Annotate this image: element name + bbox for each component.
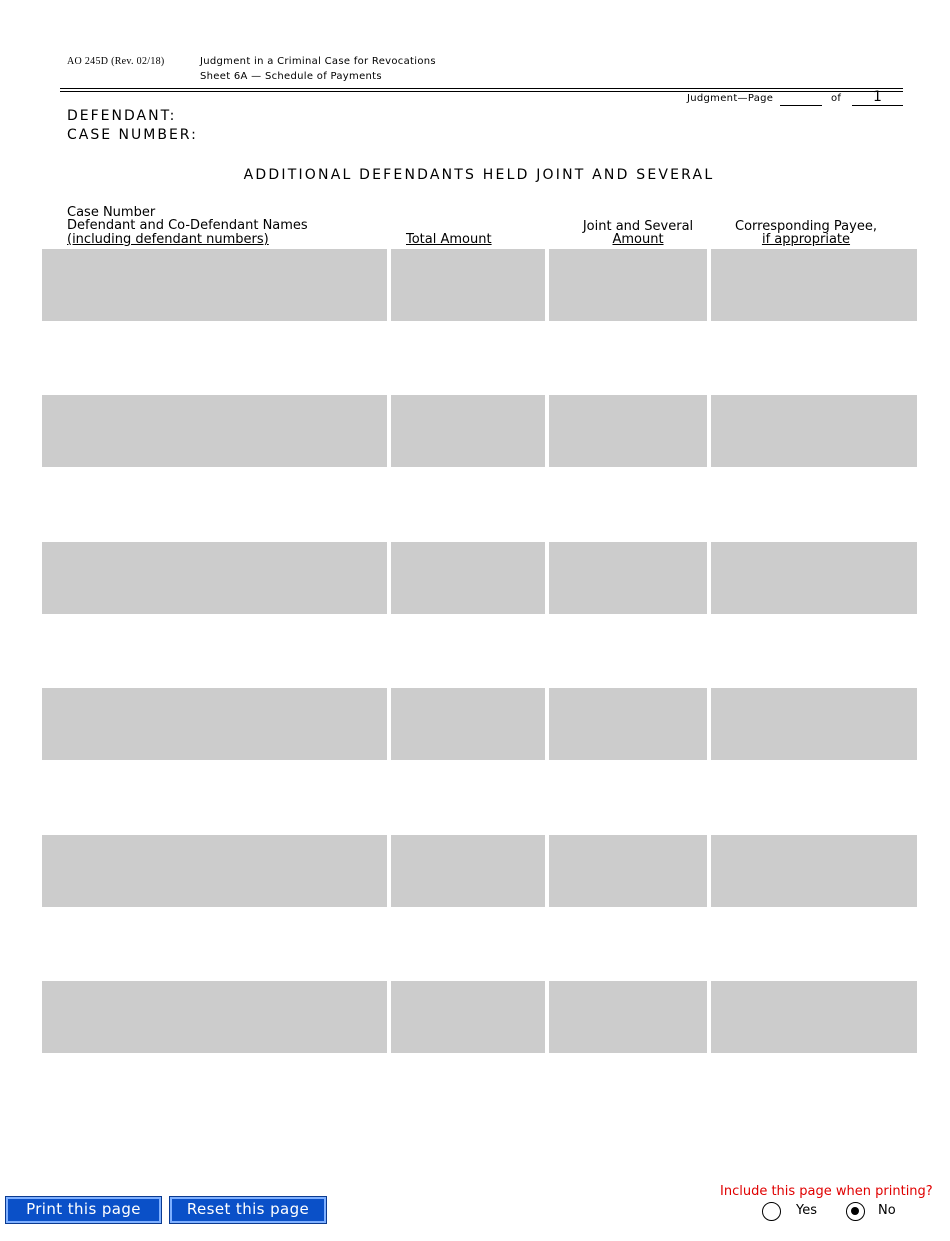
names-field[interactable] [42, 249, 387, 321]
total-pages-field[interactable]: 1 [852, 89, 903, 106]
total-amount-field[interactable] [391, 688, 545, 760]
of-label: of [831, 93, 842, 104]
total-amount-field[interactable] [391, 395, 545, 467]
include-page-question: Include this page when printing? [720, 1184, 933, 1199]
col-names-header: Defendant and Co-Defendant Names [67, 218, 308, 233]
header-rule-bottom [60, 91, 903, 92]
print-page-button[interactable]: Print this page now [6, 1197, 161, 1223]
joint-amount-field[interactable] [549, 249, 707, 321]
col-joint-header: Joint and Several [582, 219, 694, 234]
payee-field[interactable] [711, 981, 917, 1053]
sheet-label: Sheet 6A — Schedule of Payments [200, 71, 382, 82]
no-radio-selected-dot [851, 1207, 859, 1215]
joint-amount-field[interactable] [549, 542, 707, 614]
joint-amount-field[interactable] [549, 688, 707, 760]
total-amount-field[interactable] [391, 981, 545, 1053]
no-label: No [878, 1203, 896, 1218]
no-radio[interactable] [846, 1202, 865, 1221]
reset-page-button[interactable]: Reset this page [170, 1197, 326, 1223]
judgment-page-label: Judgment—Page [687, 93, 774, 104]
yes-radio[interactable] [762, 1202, 781, 1221]
case-number-label: CASE NUMBER: [67, 127, 198, 143]
col-payee-subheader: if appropriate [761, 232, 851, 247]
col-total-amount-header: Total Amount [406, 232, 492, 247]
header-rule-top [60, 88, 903, 89]
names-field[interactable] [42, 835, 387, 907]
col-names-subheader: (including defendant numbers) [67, 232, 269, 247]
names-field[interactable] [42, 981, 387, 1053]
section-title: ADDITIONAL DEFENDANTS HELD JOINT AND SEVERAL [243, 167, 715, 183]
col-joint-subheader: Amount [612, 232, 664, 247]
names-field[interactable] [42, 395, 387, 467]
form-code: AO 245D (Rev. 02/18) [67, 56, 165, 67]
payee-field[interactable] [711, 835, 917, 907]
yes-label: Yes [796, 1203, 817, 1218]
defendant-label: DEFENDANT: [67, 108, 177, 124]
joint-amount-field[interactable] [549, 395, 707, 467]
joint-amount-field[interactable] [549, 981, 707, 1053]
names-field[interactable] [42, 542, 387, 614]
form-title: Judgment in a Criminal Case for Revocations [200, 56, 436, 67]
page-number-field[interactable] [780, 92, 822, 106]
payee-field[interactable] [711, 542, 917, 614]
col-payee-header: Corresponding Payee, [735, 219, 877, 234]
payee-field[interactable] [711, 688, 917, 760]
total-amount-field[interactable] [391, 249, 545, 321]
names-field[interactable] [42, 688, 387, 760]
total-amount-field[interactable] [391, 542, 545, 614]
payee-field[interactable] [711, 249, 917, 321]
col-case-number-header: Case Number [67, 205, 156, 220]
payee-field[interactable] [711, 395, 917, 467]
joint-amount-field[interactable] [549, 835, 707, 907]
total-amount-field[interactable] [391, 835, 545, 907]
